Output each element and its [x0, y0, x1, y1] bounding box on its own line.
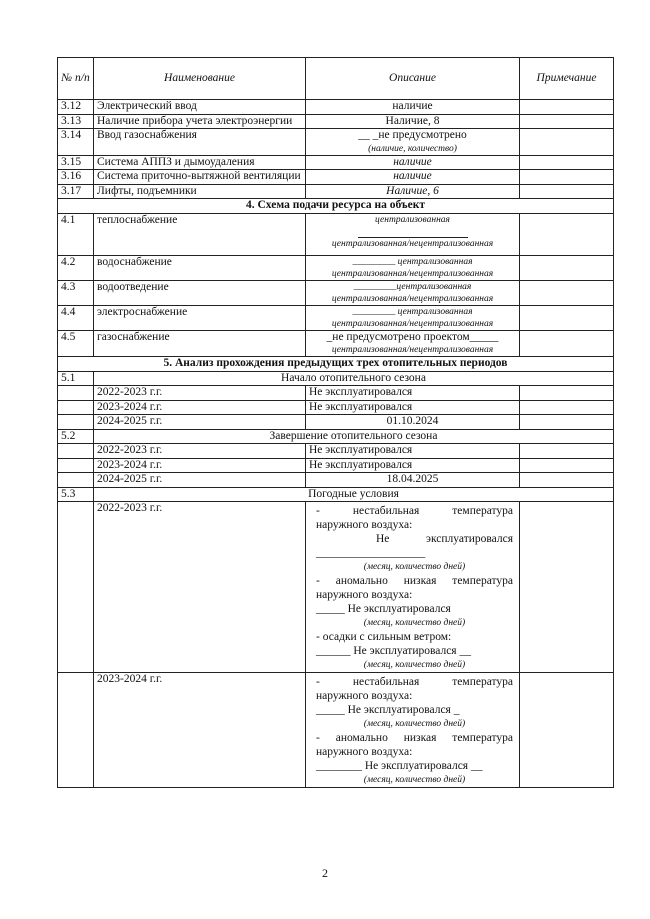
- row-desc: наличие: [306, 155, 520, 170]
- table-row: [58, 415, 614, 430]
- row-desc-value: _________ централизованная: [352, 256, 473, 267]
- table-row: [58, 170, 614, 185]
- period-label: 2022-2023 г.г.: [94, 444, 306, 459]
- table-row: [58, 444, 614, 459]
- period-value: 01.10.2024: [306, 415, 520, 430]
- row-num: 5.3: [58, 487, 94, 502]
- row-name: Система АППЗ и дымоудаления: [94, 155, 306, 170]
- page-number: 2: [322, 866, 328, 880]
- section4-title: 4. Схема подачи ресурса на объект: [58, 199, 614, 214]
- weather-hint: (месяц, количество дней): [363, 618, 466, 628]
- row-desc-value: _не предусмотрено проектом_____: [326, 330, 499, 343]
- section-heading: [58, 357, 614, 372]
- row-desc-hint: централизованная/нецентрализованная: [331, 345, 494, 355]
- row-desc-hint: централизованная/нецентрализованная: [331, 293, 494, 304]
- row-desc: [306, 213, 520, 255]
- row-desc: [306, 330, 520, 357]
- row-num: 3.16: [58, 170, 94, 185]
- row-num: 3.12: [58, 100, 94, 115]
- row-name: Система приточно-вытяжной вентиляции: [94, 170, 306, 185]
- subsection-title: Погодные условия: [94, 487, 614, 502]
- table-row: [58, 155, 614, 170]
- period-label: 2023-2024 г.г.: [94, 673, 306, 788]
- row-num: 5.1: [58, 371, 94, 386]
- period-label: 2023-2024 г.г.: [94, 400, 306, 415]
- row-desc-value: централизованная: [375, 214, 450, 225]
- table-row: [58, 114, 614, 129]
- table-row: [58, 330, 614, 357]
- resource-table: [57, 57, 614, 788]
- table-row: [58, 429, 614, 444]
- table-row: [58, 280, 614, 305]
- row-name: газоснабжение: [94, 330, 306, 357]
- weather-hint: (месяц, количество дней): [363, 562, 466, 572]
- row-desc: [306, 280, 520, 305]
- weather-hint: (месяц, количество дней): [363, 775, 466, 785]
- weather-desc: [306, 502, 520, 673]
- row-num: 3.13: [58, 114, 94, 129]
- row-name: Ввод газоснабжения: [94, 129, 306, 156]
- table-row: [58, 400, 614, 415]
- period-value: 18.04.2025: [306, 473, 520, 488]
- row-desc: Наличие, 6: [306, 184, 520, 199]
- row-note: [520, 213, 614, 255]
- row-num: 4.2: [58, 255, 94, 280]
- row-desc-hint: централизованная/нецентрализованная: [331, 318, 494, 329]
- table-row: [58, 673, 614, 788]
- row-name: водоотведение: [94, 280, 306, 305]
- row-num: 5.2: [58, 429, 94, 444]
- row-desc-value: _________ централизованная: [352, 306, 473, 317]
- row-note: [520, 170, 614, 185]
- subsection-title: Завершение отопительного сезона: [94, 429, 614, 444]
- header-desc: Описание: [306, 58, 520, 100]
- weather-line: ___________________: [316, 547, 426, 559]
- table-row: [58, 473, 614, 488]
- table-row: [58, 502, 614, 673]
- period-label: 2024-2025 г.г.: [94, 473, 306, 488]
- weather-line: - нестабильная температура: [316, 505, 513, 517]
- table-row: [58, 305, 614, 330]
- header-note: Примечание: [520, 58, 614, 100]
- row-num: 4.5: [58, 330, 94, 357]
- period-label: 2023-2024 г.г.: [94, 458, 306, 473]
- period-label: 2024-2025 г.г.: [94, 415, 306, 430]
- table-row: [58, 100, 614, 115]
- weather-line: ________ Не эксплуатировался __: [316, 760, 483, 772]
- row-desc: наличие: [306, 170, 520, 185]
- row-desc: [306, 305, 520, 330]
- row-note: [520, 129, 614, 156]
- row-num: 4.4: [58, 305, 94, 330]
- row-num: 3.15: [58, 155, 94, 170]
- row-num: 4.1: [58, 213, 94, 255]
- row-name: Наличие прибора учета электроэнергии: [94, 114, 306, 129]
- row-name: водоснабжение: [94, 255, 306, 280]
- row-note: [520, 114, 614, 129]
- row-desc: Наличие, 8: [306, 114, 520, 129]
- weather-line: - аномально низкая температура: [316, 732, 513, 744]
- period-value: Не эксплуатировался: [306, 458, 520, 473]
- table-row: [58, 255, 614, 280]
- row-note: [520, 155, 614, 170]
- row-desc: [306, 129, 520, 156]
- weather-desc: [306, 673, 520, 788]
- weather-line: наружного воздуха:: [316, 589, 413, 601]
- header-name: Наименование: [94, 58, 306, 100]
- row-desc-value: _________централизованная: [353, 281, 472, 292]
- row-name: теплоснабжение: [94, 213, 306, 255]
- row-desc-hint: (наличие, количество): [368, 143, 457, 154]
- weather-hint: (месяц, количество дней): [363, 660, 466, 670]
- weather-hint: (месяц, количество дней): [363, 719, 466, 729]
- row-desc: [306, 255, 520, 280]
- table-row: [58, 458, 614, 473]
- row-name: электроснабжение: [94, 305, 306, 330]
- period-label: 2022-2023 г.г.: [94, 502, 306, 673]
- period-label: 2022-2023 г.г.: [94, 386, 306, 401]
- row-name: Лифты, подъемники: [94, 184, 306, 199]
- row-note: [520, 184, 614, 199]
- weather-line: _____ Не эксплуатировался _: [316, 704, 460, 716]
- table-row: [58, 184, 614, 199]
- row-num: 3.14: [58, 129, 94, 156]
- row-desc-value: __ _не предусмотрено: [358, 129, 467, 141]
- row-note: [520, 100, 614, 115]
- row-num: 3.17: [58, 184, 94, 199]
- weather-line: _____ Не эксплуатировался: [316, 603, 451, 615]
- document-page: [57, 57, 613, 788]
- period-value: Не эксплуатировался: [306, 444, 520, 459]
- weather-line: наружного воздуха:: [316, 519, 413, 531]
- weather-line: ______ Не эксплуатировался __: [316, 645, 471, 657]
- weather-line: - осадки с сильным ветром:: [316, 631, 452, 643]
- weather-line: - нестабильная температура: [316, 676, 513, 688]
- weather-line: - аномально низкая температура: [316, 575, 513, 587]
- section5-title: 5. Анализ прохождения предыдущих трех отопительных периодов: [58, 357, 614, 372]
- table-header: [58, 58, 614, 100]
- table-row: [58, 487, 614, 502]
- row-num: 4.3: [58, 280, 94, 305]
- table-row: [58, 386, 614, 401]
- weather-line: наружного воздуха:: [316, 746, 413, 758]
- section-heading: [58, 199, 614, 214]
- row-desc-hint: централизованная/нецентрализованная: [331, 268, 494, 279]
- weather-line: Не эксплуатировался: [376, 533, 513, 545]
- table-row: [58, 371, 614, 386]
- subsection-title: Начало отопительного сезона: [94, 371, 614, 386]
- row-note: [520, 330, 614, 357]
- header-num: № п/п: [58, 58, 94, 100]
- row-note: [520, 305, 614, 330]
- table-row: [58, 129, 614, 156]
- weather-line: наружного воздуха:: [316, 690, 413, 702]
- row-note: [520, 280, 614, 305]
- row-desc-hint: централизованная/нецентрализованная: [331, 238, 494, 249]
- table-row: [58, 213, 614, 255]
- row-desc: наличие: [306, 100, 520, 115]
- period-value: Не эксплуатировался: [306, 400, 520, 415]
- row-name: Электрический ввод: [94, 100, 306, 115]
- period-value: Не эксплуатировался: [306, 386, 520, 401]
- row-note: [520, 255, 614, 280]
